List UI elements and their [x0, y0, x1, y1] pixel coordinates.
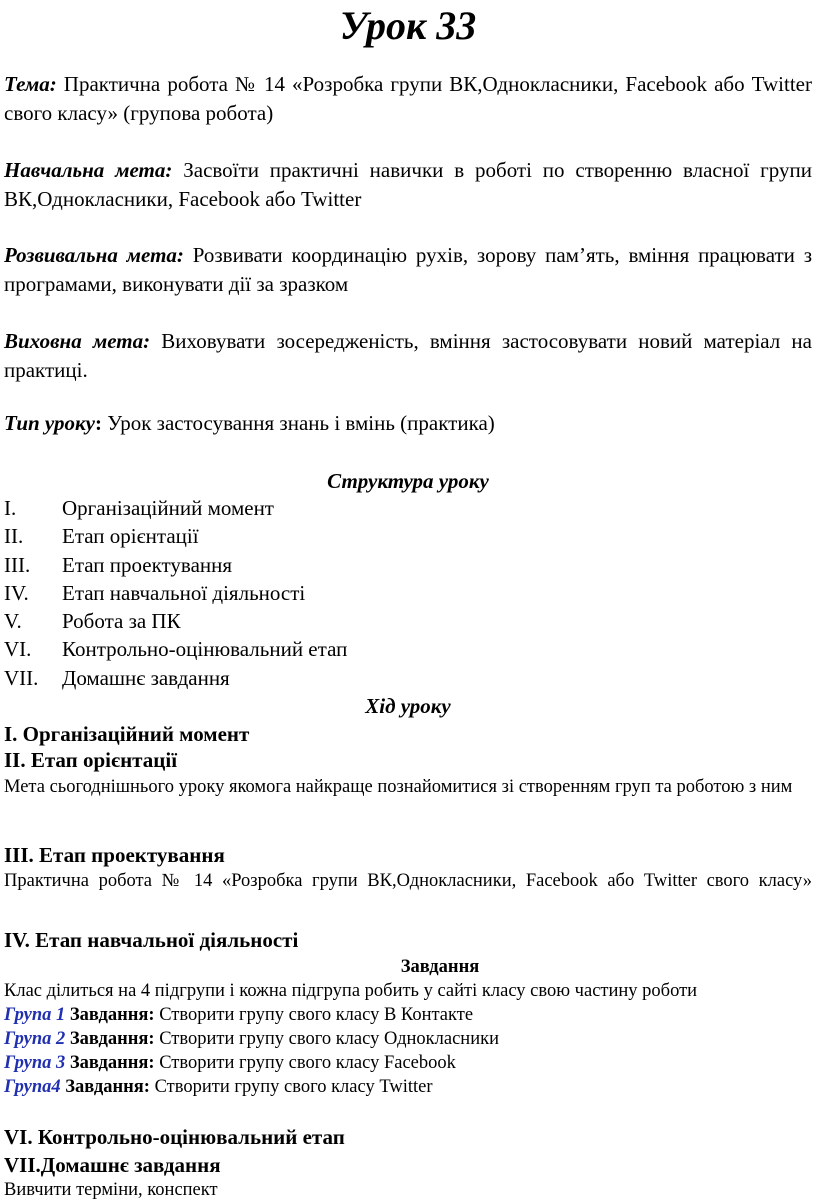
structure-item [4, 494, 347, 522]
structure-item [4, 551, 347, 579]
structure-item [4, 664, 347, 692]
structure-item-number: I. [4, 496, 17, 520]
edu-goal-paragraph [4, 156, 812, 214]
task-label: Завдання: [69, 1029, 155, 1049]
design-text: Практична робота № 14 «Розробка групи ВК,Однокласники, Facebook або Twitter свого класу» [4, 871, 812, 891]
topic-paragraph [4, 70, 812, 128]
group-task-line [4, 1051, 456, 1075]
topic-text: Практична робота № 14 «Розробка групи ВК,Однокласники, Facebook або Twitter свого класу» (групова робота) [4, 72, 812, 125]
topic-label: Тема: [4, 72, 57, 96]
task-label: Завдання: [65, 1077, 150, 1097]
edu-goal-label: Навчальна мета: [4, 158, 173, 182]
structure-item-text: Домашнє завдання [62, 665, 230, 690]
lesson-type-colon: : [94, 411, 102, 435]
lesson-type-text: Урок застосування знань і вмінь (практика) [101, 411, 495, 435]
structure-item [4, 579, 347, 607]
structure-item-text: Етап навчальної діяльності [62, 580, 306, 605]
structure-item [4, 522, 347, 550]
structure-item-text: Контрольно-оцінювальний етап [62, 637, 348, 662]
structure-item-number: III. [4, 552, 31, 577]
section-orientation: II. Етап орієнтації [4, 748, 178, 772]
group-task-text: Створити групу свого класу Однокласники [159, 1029, 499, 1049]
structure-heading: Структура уроку [327, 469, 489, 493]
section-learning: IV. Етап навчальної діяльності [4, 928, 299, 952]
lesson-title: Урок 33 [339, 3, 477, 48]
upbringing-goal-paragraph [4, 327, 812, 385]
structure-item-number: IV. [4, 580, 29, 605]
task-intro: Клас ділиться на 4 підгрупи і кожна підгрупа робить у сайті класу свою частину роботи [4, 981, 698, 1001]
group-label: Група 2 [4, 1029, 66, 1049]
group-label: Група 1 [4, 1005, 66, 1025]
section-org-moment: I. Організаційний момент [4, 722, 250, 746]
group-task-text: Створити групу свого класу Facebook [159, 1053, 456, 1073]
orientation-text: Мета сьогоднішнього уроку якомога найкраще познайомитися зі створенням груп та роботою з ним [4, 777, 793, 797]
group-task-line [4, 1075, 433, 1099]
task-heading: Завдання [400, 957, 480, 977]
section-homework: VII.Домашнє завдання [4, 1153, 221, 1177]
structure-item [4, 607, 347, 635]
dev-goal-text: Розвивати координацію рухів, зорову пам’ять, вміння працювати з програмами, виконувати дії за зразком [4, 243, 813, 296]
structure-item-number: II. [4, 524, 24, 549]
section-control: VI. Контрольно-оцінювальний етап [4, 1125, 345, 1149]
structure-item-text: Організаційний момент [62, 496, 274, 520]
course-heading: Хід уроку [365, 694, 451, 718]
section-design: III. Етап проектування [4, 843, 225, 867]
upbringing-goal-label: Виховна мета: [4, 329, 151, 353]
homework-text: Вивчити терміни, конспект [4, 1180, 218, 1200]
structure-item-number: VII. [4, 665, 39, 690]
lesson-type-label: Тип уроку [4, 411, 95, 435]
structure-list [4, 494, 347, 692]
group-task-line [4, 1027, 499, 1051]
structure-item-number: VI. [4, 637, 32, 662]
structure-item-number: V. [4, 609, 22, 634]
group-label: Група4 [4, 1077, 61, 1097]
dev-goal-label: Розвивальна мета: [4, 243, 184, 267]
structure-item [4, 635, 347, 663]
structure-item-text: Етап проектування [62, 552, 233, 577]
group-task-text: Створити групу свого класу В Контакте [159, 1005, 474, 1025]
group-label: Група 3 [4, 1053, 66, 1073]
structure-item-text: Робота за ПК [62, 609, 181, 634]
dev-goal-paragraph [4, 241, 812, 299]
edu-goal-text: Засвоїти практичні навички в роботі по створенню власної групи ВК,Однокласники, Facebook або Twitter [4, 158, 812, 211]
lesson-type-paragraph [4, 409, 812, 438]
group-task-line [4, 1003, 473, 1027]
task-label: Завдання: [69, 1053, 155, 1073]
structure-item-text: Етап орієнтації [62, 524, 199, 549]
upbringing-goal-text: Виховувати зосередженість, вміння застосовувати новий матеріал на практиці. [4, 329, 812, 382]
task-label: Завдання: [69, 1005, 155, 1025]
group-task-text: Створити групу свого класу Twitter [154, 1077, 433, 1097]
